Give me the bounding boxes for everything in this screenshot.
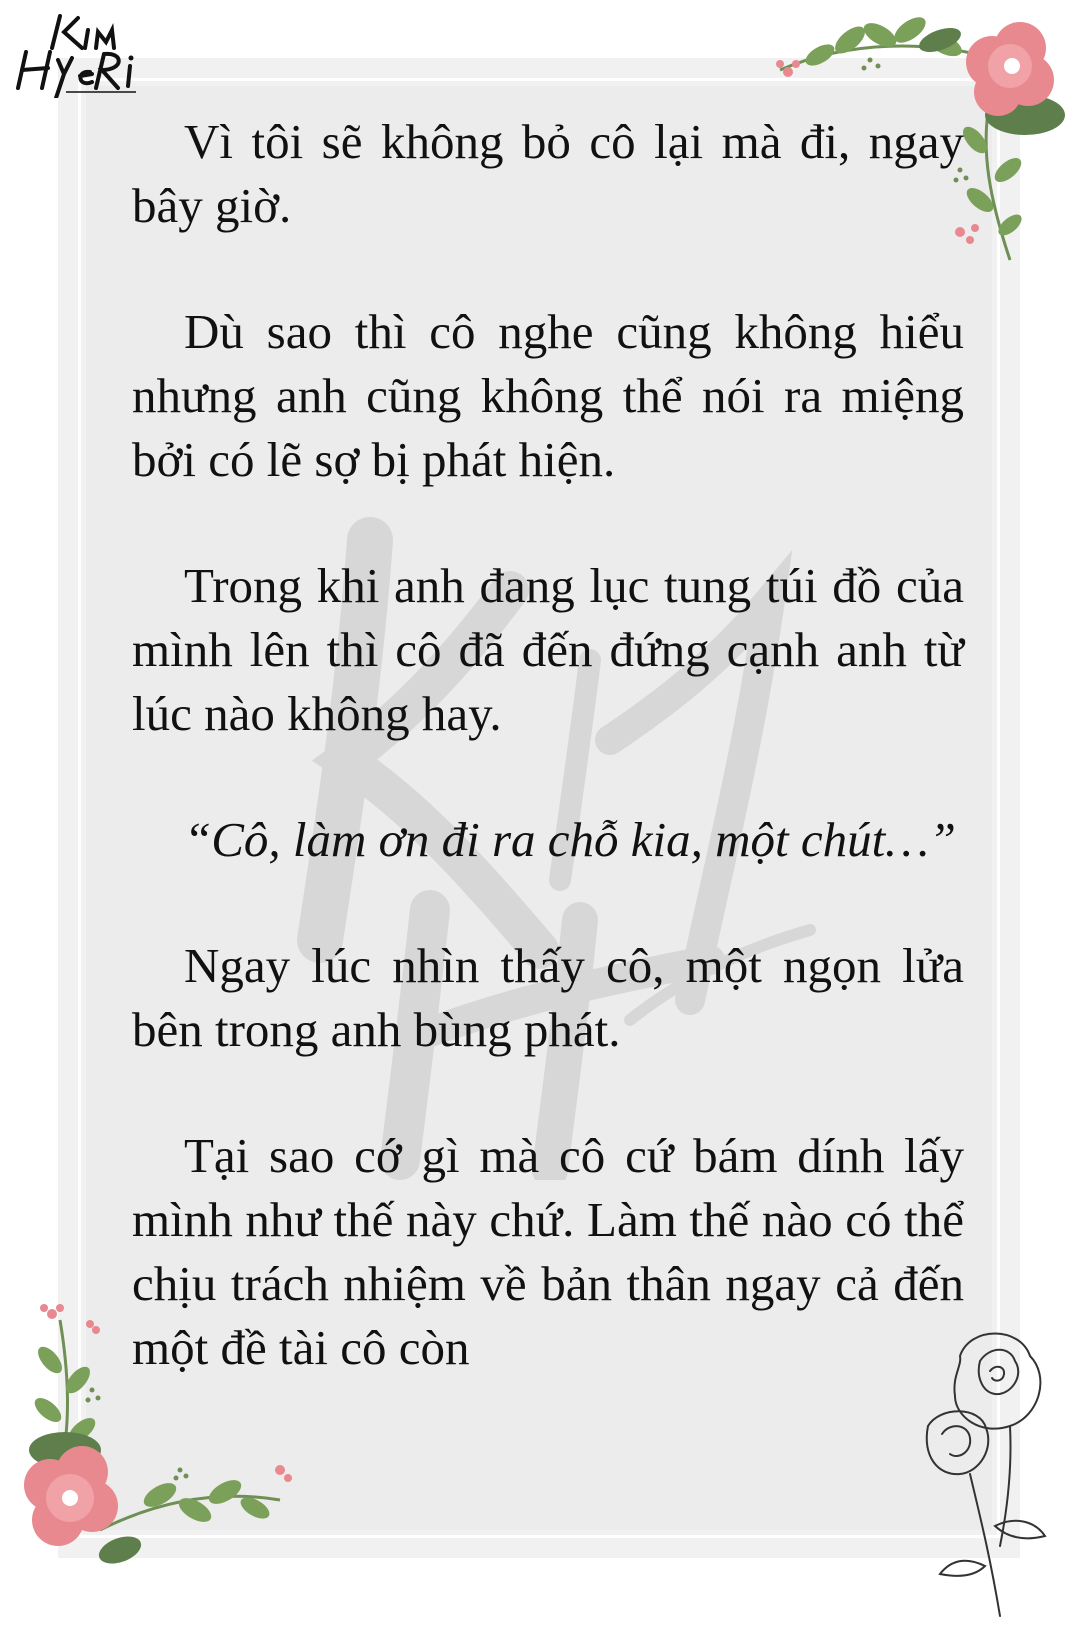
- paragraph: Dù sao thì cô nghe cũng không hiểu nhưng anh cũng không thể nói ra miệng bởi có lẽ sợ bị phát hiện.: [132, 304, 964, 487]
- kimhyeri-team-logo-icon: [12, 8, 142, 98]
- paragraph: Trong khi anh đang lục tung túi đồ của mình lên thì cô đã đến đứng cạnh anh từ lúc nào không hay.: [132, 558, 964, 741]
- paragraph: Tại sao cớ gì mà cô cứ bám dính lấy mình như thế này chứ. Làm thế nào có thể chịu trách nhiệm về bản thân ngay cả đến một đề tài cô còn: [132, 1128, 964, 1375]
- story-text: [132, 110, 964, 1380]
- dialogue-paragraph: “Cô, làm ơn đi ra chỗ kia, một chút…”: [184, 812, 957, 867]
- paragraph: Vì tôi sẽ không bỏ cô lại mà đi, ngay bây giờ.: [132, 114, 964, 233]
- paragraph: Ngay lúc nhìn thấy cô, một ngọn lửa bên trong anh bùng phát.: [132, 938, 964, 1057]
